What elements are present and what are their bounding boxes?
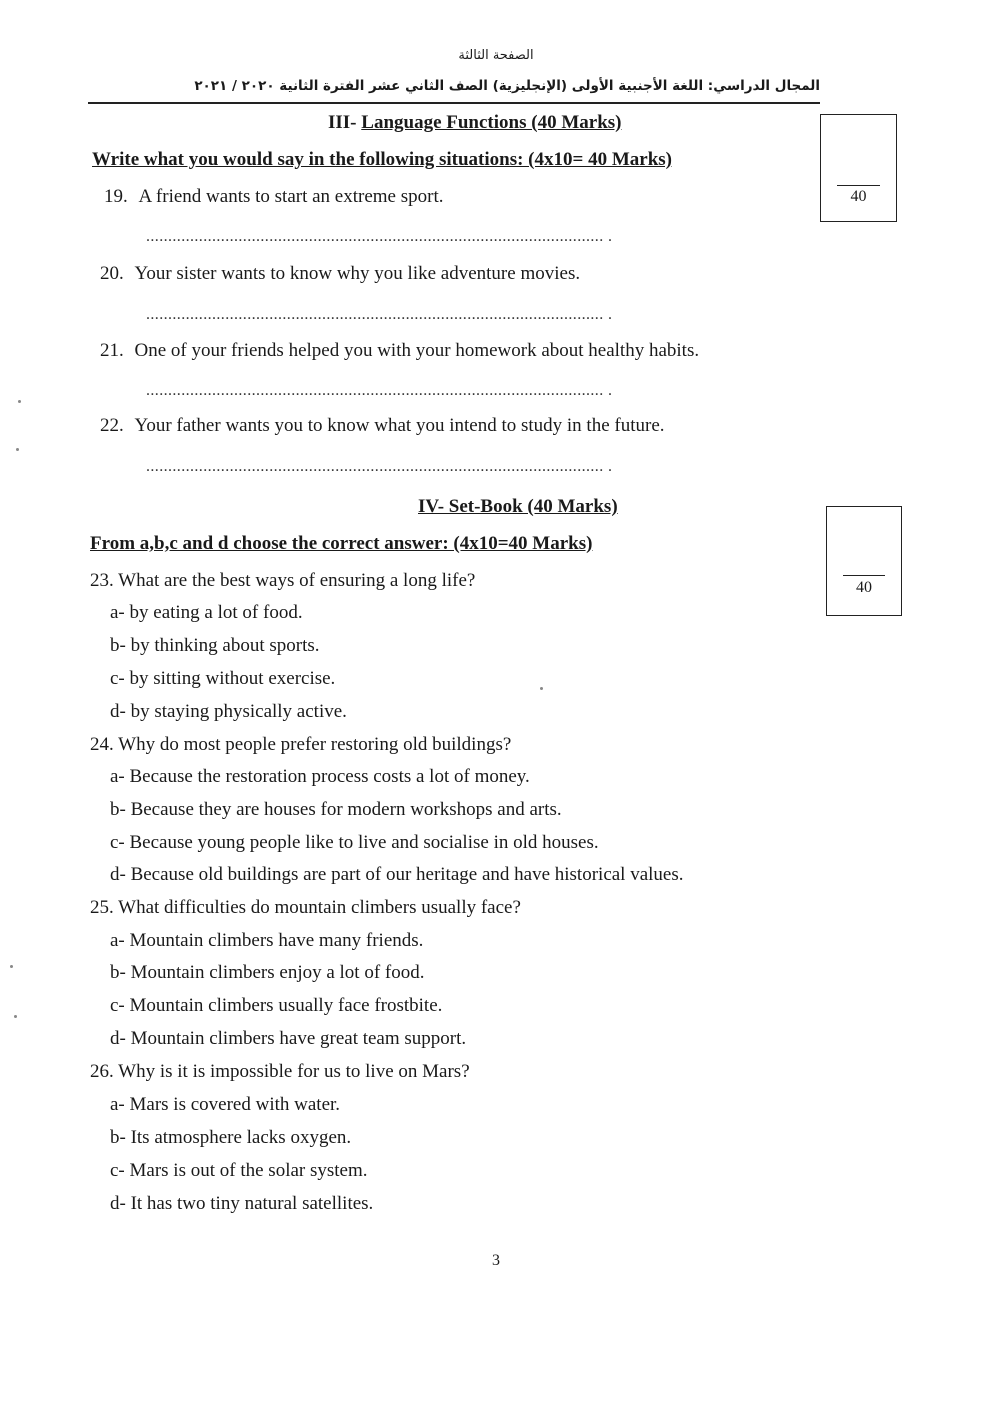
answer-line-21[interactable]: ........................................................................................................ . (146, 382, 613, 399)
question-text: A friend wants to start an extreme sport. (138, 186, 444, 207)
scan-speck (18, 400, 21, 403)
section-4-instruction: From a,b,c and d choose the correct answer: (4x10=40 Marks) (90, 533, 593, 554)
section-4-title: IV- Set-Book (40 Marks) (418, 496, 618, 517)
question-22 (100, 415, 665, 437)
section-3-prefix: III- (328, 112, 357, 133)
option-23-b[interactable]: b- by thinking about sports. (110, 635, 320, 656)
answer-line-22[interactable]: ........................................................................................................ . (146, 458, 613, 475)
option-24-a[interactable]: a- Because the restoration process costs a lot of money. (110, 766, 530, 787)
option-25-b[interactable]: b- Mountain climbers enjoy a lot of food. (110, 962, 425, 983)
question-20 (100, 263, 580, 285)
question-24: 24. Why do most people prefer restoring old buildings? (90, 734, 512, 755)
option-26-c[interactable]: c- Mars is out of the solar system. (110, 1160, 368, 1181)
question-19 (104, 186, 443, 208)
answer-line-20[interactable]: ........................................................................................................ . (146, 306, 613, 323)
question-26: 26. Why is it is impossible for us to live on Mars? (90, 1061, 470, 1082)
header-rule (88, 102, 820, 104)
section-3-score-total: 40 (850, 188, 867, 205)
section-3-score-box (820, 114, 897, 222)
scan-speck (540, 687, 543, 690)
option-25-a[interactable]: a- Mountain climbers have many friends. (110, 930, 424, 951)
question-text: One of your friends helped you with your homework about healthy habits. (134, 340, 700, 361)
option-26-b[interactable]: b- Its atmosphere lacks oxygen. (110, 1127, 352, 1148)
question-number: 19. (104, 186, 128, 207)
score-line (843, 575, 885, 576)
section-3-title-text: Language Functions (40 Marks) (361, 112, 622, 133)
question-21 (100, 340, 699, 362)
question-number: 21. (100, 340, 124, 361)
option-25-c[interactable]: c- Mountain climbers usually face frostbite. (110, 995, 443, 1016)
option-23-c[interactable]: c- by sitting without exercise. (110, 668, 336, 689)
section-3-instruction: Write what you would say in the following situations: (4x10= 40 Marks) (92, 149, 672, 170)
option-23-a[interactable]: a- by eating a lot of food. (110, 602, 303, 623)
score-line (837, 185, 880, 186)
question-25: 25. What difficulties do mountain climbers usually face? (90, 897, 521, 918)
option-24-b[interactable]: b- Because they are houses for modern workshops and arts. (110, 799, 562, 820)
option-24-c[interactable]: c- Because young people like to live and socialise in old houses. (110, 832, 599, 853)
option-26-a[interactable]: a- Mars is covered with water. (110, 1094, 341, 1115)
answer-line-19[interactable]: ........................................................................................................ . (146, 228, 613, 245)
question-text: Your father wants you to know what you intend to study in the future. (134, 415, 665, 436)
option-23-d[interactable]: d- by staying physically active. (110, 701, 347, 722)
option-25-d[interactable]: d- Mountain climbers have great team support. (110, 1028, 467, 1049)
page-label: الصفحة الثالثة (458, 48, 534, 63)
scan-speck (14, 1015, 17, 1018)
question-text: Your sister wants to know why you like adventure movies. (134, 263, 581, 284)
option-26-d[interactable]: d- It has two tiny natural satellites. (110, 1193, 374, 1214)
section-4-score-box (826, 506, 902, 616)
scan-speck (10, 965, 13, 968)
question-23: 23. What are the best ways of ensuring a long life? (90, 570, 476, 591)
section-4-score-total: 40 (856, 579, 872, 596)
section-3-title (328, 112, 621, 134)
question-number: 20. (100, 263, 124, 284)
scan-speck (16, 448, 19, 451)
option-24-d[interactable]: d- Because old buildings are part of our heritage and have historical values. (110, 864, 684, 885)
subject-line: المجال الدراسي: اللغة الأجنبية الأولى (الإنجليزية) الصف الثاني عشر الفترة الثانية ٢٠٢٠ / ٢٠٢١ (194, 78, 820, 94)
page-number: 3 (492, 1252, 500, 1269)
question-number: 22. (100, 415, 124, 436)
